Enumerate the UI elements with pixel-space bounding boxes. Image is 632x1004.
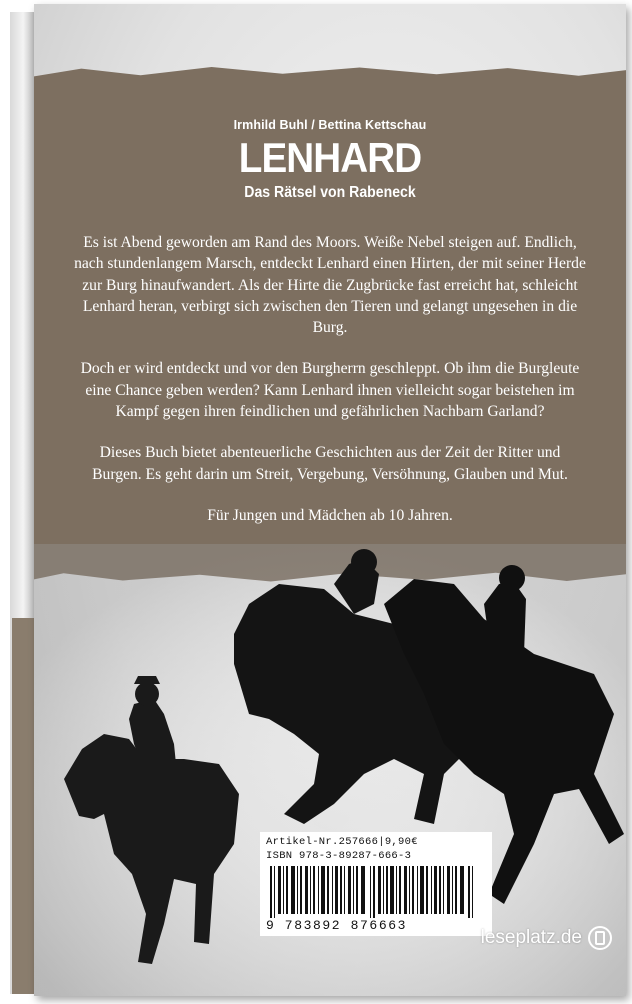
book-title: LENHARD [238, 134, 422, 181]
book-subtitle: Das Rätsel von Rabeneck [244, 184, 416, 201]
barcode-digits: 9 783892 876663 [266, 918, 408, 933]
blurb-paragraph-1: Es ist Abend geworden am Rand des Moors. Weiße Nebel steigen auf. Endlich, nach stundenlangem Marsch, entdeckt Lenhard einen Hirten, der mit seiner Herde zur Burg hinaufwandert. Als der Hirte die Zugbrücke fast erreicht hat, schleicht Lenhard heran, verbirgt sich zwischen den Tieren und gelangt ungesehen in die Burg. [74, 234, 586, 337]
back-cover [34, 4, 626, 996]
article-number: Artikel-Nr.257666|9,90€ [266, 836, 418, 848]
blurb-paragraph-4: Für Jungen und Mädchen ab 10 Jahren. [207, 506, 453, 524]
spine-band [12, 618, 34, 994]
watermark-text: leseplatz.de [480, 927, 582, 948]
isbn-number: ISBN 978-3-89287-666-3 [266, 850, 412, 862]
barcode-label [260, 832, 492, 936]
blurb-paragraph-3: Dieses Buch bietet abenteuerliche Geschichten aus der Zeit der Ritter und Burgen. Es geht darin um Streit, Vergebung, Versöhnung, Glauben und Mut. [92, 444, 568, 483]
blurb-text [74, 232, 586, 546]
blurb-paragraph-2: Doch er wird entdeckt und vor den Burgherrn geschleppt. Ob ihm die Burgleute eine Chance geben werden? Kann Lenhard ihnen vielleicht sogar beistehen im Kampf gegen ihren feindlichen und gefährlichen Nachbarn Garland? [80, 360, 580, 421]
authors: Irmhild Buhl / Bettina Kettschau [233, 118, 427, 132]
barcode [268, 866, 484, 918]
book-icon [588, 926, 612, 950]
watermark [481, 926, 612, 950]
